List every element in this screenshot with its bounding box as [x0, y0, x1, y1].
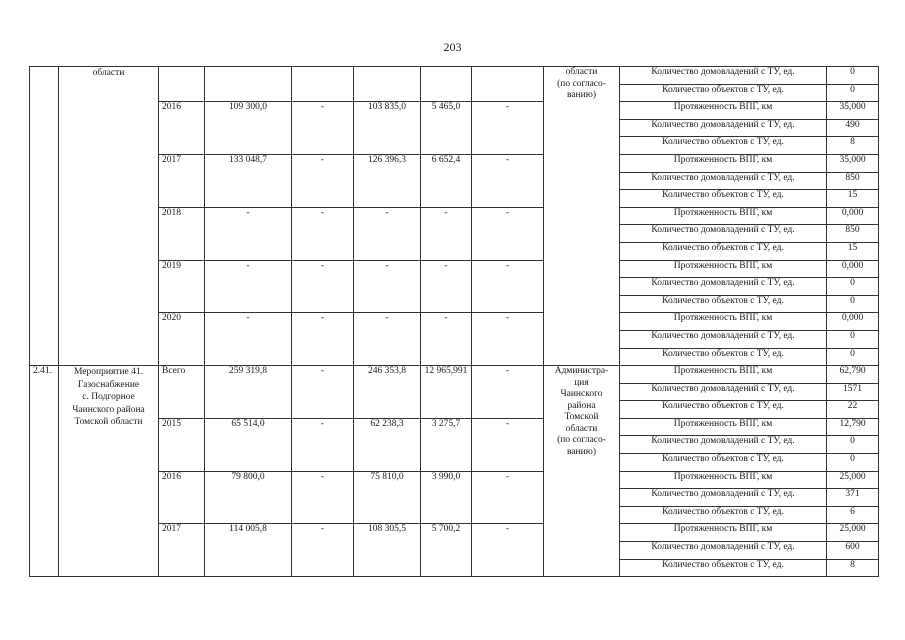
indicator-name-cell: Количество домовладений с ТУ, ед.	[620, 542, 827, 560]
indicator-name-cell: Протяженность ВПГ, км	[620, 366, 827, 384]
year-cell	[159, 67, 205, 102]
indicator-name-cell: Количество домовладений с ТУ, ед.	[620, 119, 827, 137]
indicator-value-cell: 0	[827, 67, 879, 85]
indicator-name-cell: Протяженность ВПГ, км	[620, 154, 827, 172]
indicator-value-cell: 8	[827, 137, 879, 155]
federal-amount-cell: -	[292, 524, 354, 577]
indicator-name-cell: Количество домовладений с ТУ, ед.	[620, 330, 827, 348]
indicator-name-cell: Количество объектов с ТУ, ед.	[620, 506, 827, 524]
year-cell: 2017	[159, 524, 205, 577]
regional-amount-cell	[354, 67, 421, 102]
local-amount-cell: 3 275,7	[421, 418, 472, 471]
indicator-value-cell: 0,000	[827, 260, 879, 278]
extra-amount-cell: -	[472, 260, 544, 313]
year-cell: 2016	[159, 102, 205, 155]
measure-number	[30, 67, 59, 366]
indicator-name-cell: Протяженность ВПГ, км	[620, 418, 827, 436]
extra-amount-cell: -	[472, 524, 544, 577]
indicator-value-cell: 25,000	[827, 471, 879, 489]
local-amount-cell: 12 965,991	[421, 366, 472, 419]
indicator-value-cell: 850	[827, 172, 879, 190]
indicator-value-cell: 0	[827, 84, 879, 102]
indicator-value-cell: 1571	[827, 383, 879, 401]
indicator-value-cell: 0	[827, 330, 879, 348]
indicator-name-cell: Протяженность ВПГ, км	[620, 207, 827, 225]
total-amount-cell: -	[205, 207, 292, 260]
total-amount-cell: -	[205, 313, 292, 366]
indicator-value-cell: 0	[827, 348, 879, 366]
indicator-name-cell: Количество домовладений с ТУ, ед.	[620, 489, 827, 507]
year-cell: 2015	[159, 418, 205, 471]
total-amount-cell: 133 048,7	[205, 154, 292, 207]
total-amount-cell: 259 319,8	[205, 366, 292, 419]
year-cell: 2017	[159, 154, 205, 207]
total-amount-cell	[205, 67, 292, 102]
total-amount-cell: 109 300,0	[205, 102, 292, 155]
indicator-name-cell: Количество домовладений с ТУ, ед.	[620, 436, 827, 454]
executor-cell: области (по согласо- ванию)	[544, 67, 620, 366]
year-cell: 2020	[159, 313, 205, 366]
indicator-name-cell: Количество объектов с ТУ, ед.	[620, 190, 827, 208]
page-number: 203	[443, 40, 462, 54]
regional-amount-cell: 126 396,3	[354, 154, 421, 207]
regional-amount-cell: 108 305,5	[354, 524, 421, 577]
regional-amount-cell: -	[354, 313, 421, 366]
indicator-value-cell: 35,000	[827, 102, 879, 120]
indicator-value-cell: 0	[827, 454, 879, 472]
measure-number: 2.41.	[30, 366, 59, 577]
regional-amount-cell: 75 810,0	[354, 471, 421, 524]
federal-amount-cell	[292, 67, 354, 102]
year-cell: 2016	[159, 471, 205, 524]
indicator-value-cell: 12,790	[827, 418, 879, 436]
program-table	[29, 66, 879, 577]
executor-cell: Администра- ция Чаинского района Томской области (по согласо- ванию)	[544, 366, 620, 577]
indicator-name-cell: Количество домовладений с ТУ, ед.	[620, 172, 827, 190]
indicator-value-cell: 850	[827, 225, 879, 243]
federal-amount-cell: -	[292, 154, 354, 207]
extra-amount-cell: -	[472, 207, 544, 260]
federal-amount-cell: -	[292, 418, 354, 471]
local-amount-cell: 3 990,0	[421, 471, 472, 524]
table-row	[30, 67, 879, 85]
indicator-value-cell: 22	[827, 401, 879, 419]
total-amount-cell: 114 005,8	[205, 524, 292, 577]
federal-amount-cell: -	[292, 207, 354, 260]
indicator-value-cell: 0	[827, 436, 879, 454]
indicator-name-cell: Количество объектов с ТУ, ед.	[620, 242, 827, 260]
federal-amount-cell: -	[292, 102, 354, 155]
extra-amount-cell: -	[472, 366, 544, 419]
indicator-value-cell: 62,790	[827, 366, 879, 384]
total-amount-cell: 79 800,0	[205, 471, 292, 524]
indicator-name-cell: Количество объектов с ТУ, ед.	[620, 559, 827, 577]
federal-amount-cell: -	[292, 260, 354, 313]
indicator-value-cell: 8	[827, 559, 879, 577]
indicator-name-cell: Количество объектов с ТУ, ед.	[620, 401, 827, 419]
table-row	[30, 366, 879, 384]
federal-amount-cell: -	[292, 313, 354, 366]
extra-amount-cell: -	[472, 313, 544, 366]
indicator-name-cell: Количество домовладений с ТУ, ед.	[620, 225, 827, 243]
extra-amount-cell: -	[472, 154, 544, 207]
indicator-name-cell: Количество объектов с ТУ, ед.	[620, 84, 827, 102]
indicator-name-cell: Протяженность ВПГ, км	[620, 313, 827, 331]
indicator-value-cell: 15	[827, 242, 879, 260]
measure-name: Мероприятие 41. Газоснабжение с. Подгорное Чаинского района Томской области	[59, 366, 159, 577]
regional-amount-cell: -	[354, 207, 421, 260]
total-amount-cell: 65 514,0	[205, 418, 292, 471]
extra-amount-cell: -	[472, 471, 544, 524]
federal-amount-cell: -	[292, 366, 354, 419]
local-amount-cell: -	[421, 313, 472, 366]
indicator-value-cell: 0	[827, 278, 879, 296]
indicator-name-cell: Протяженность ВПГ, км	[620, 471, 827, 489]
regional-amount-cell: 246 353,8	[354, 366, 421, 419]
indicator-value-cell: 0,000	[827, 313, 879, 331]
indicator-value-cell: 15	[827, 190, 879, 208]
indicator-name-cell: Протяженность ВПГ, км	[620, 102, 827, 120]
local-amount-cell: -	[421, 260, 472, 313]
indicator-value-cell: 25,000	[827, 524, 879, 542]
indicator-name-cell: Протяженность ВПГ, км	[620, 260, 827, 278]
indicator-value-cell: 0	[827, 295, 879, 313]
indicator-name-cell: Количество домовладений с ТУ, ед.	[620, 278, 827, 296]
indicator-name-cell: Количество объектов с ТУ, ед.	[620, 137, 827, 155]
indicator-name-cell: Количество объектов с ТУ, ед.	[620, 295, 827, 313]
indicator-value-cell: 371	[827, 489, 879, 507]
extra-amount-cell: -	[472, 102, 544, 155]
year-cell: 2019	[159, 260, 205, 313]
year-cell: Всего	[159, 366, 205, 419]
indicator-name-cell: Количество домовладений с ТУ, ед.	[620, 67, 827, 85]
indicator-value-cell: 6	[827, 506, 879, 524]
local-amount-cell: -	[421, 207, 472, 260]
indicator-value-cell: 490	[827, 119, 879, 137]
local-amount-cell: 6 652,4	[421, 154, 472, 207]
regional-amount-cell: 62 238,3	[354, 418, 421, 471]
indicator-value-cell: 0,000	[827, 207, 879, 225]
regional-amount-cell: -	[354, 260, 421, 313]
local-amount-cell	[421, 67, 472, 102]
local-amount-cell: 5 700,2	[421, 524, 472, 577]
indicator-name-cell: Количество домовладений с ТУ, ед.	[620, 383, 827, 401]
indicator-value-cell: 600	[827, 542, 879, 560]
year-cell: 2018	[159, 207, 205, 260]
indicator-name-cell: Протяженность ВПГ, км	[620, 524, 827, 542]
local-amount-cell: 5 465,0	[421, 102, 472, 155]
extra-amount-cell	[472, 67, 544, 102]
measure-name: области	[59, 67, 159, 366]
indicator-value-cell: 35,000	[827, 154, 879, 172]
extra-amount-cell: -	[472, 418, 544, 471]
federal-amount-cell: -	[292, 471, 354, 524]
indicator-name-cell: Количество объектов с ТУ, ед.	[620, 348, 827, 366]
regional-amount-cell: 103 835,0	[354, 102, 421, 155]
indicator-name-cell: Количество объектов с ТУ, ед.	[620, 454, 827, 472]
total-amount-cell: -	[205, 260, 292, 313]
